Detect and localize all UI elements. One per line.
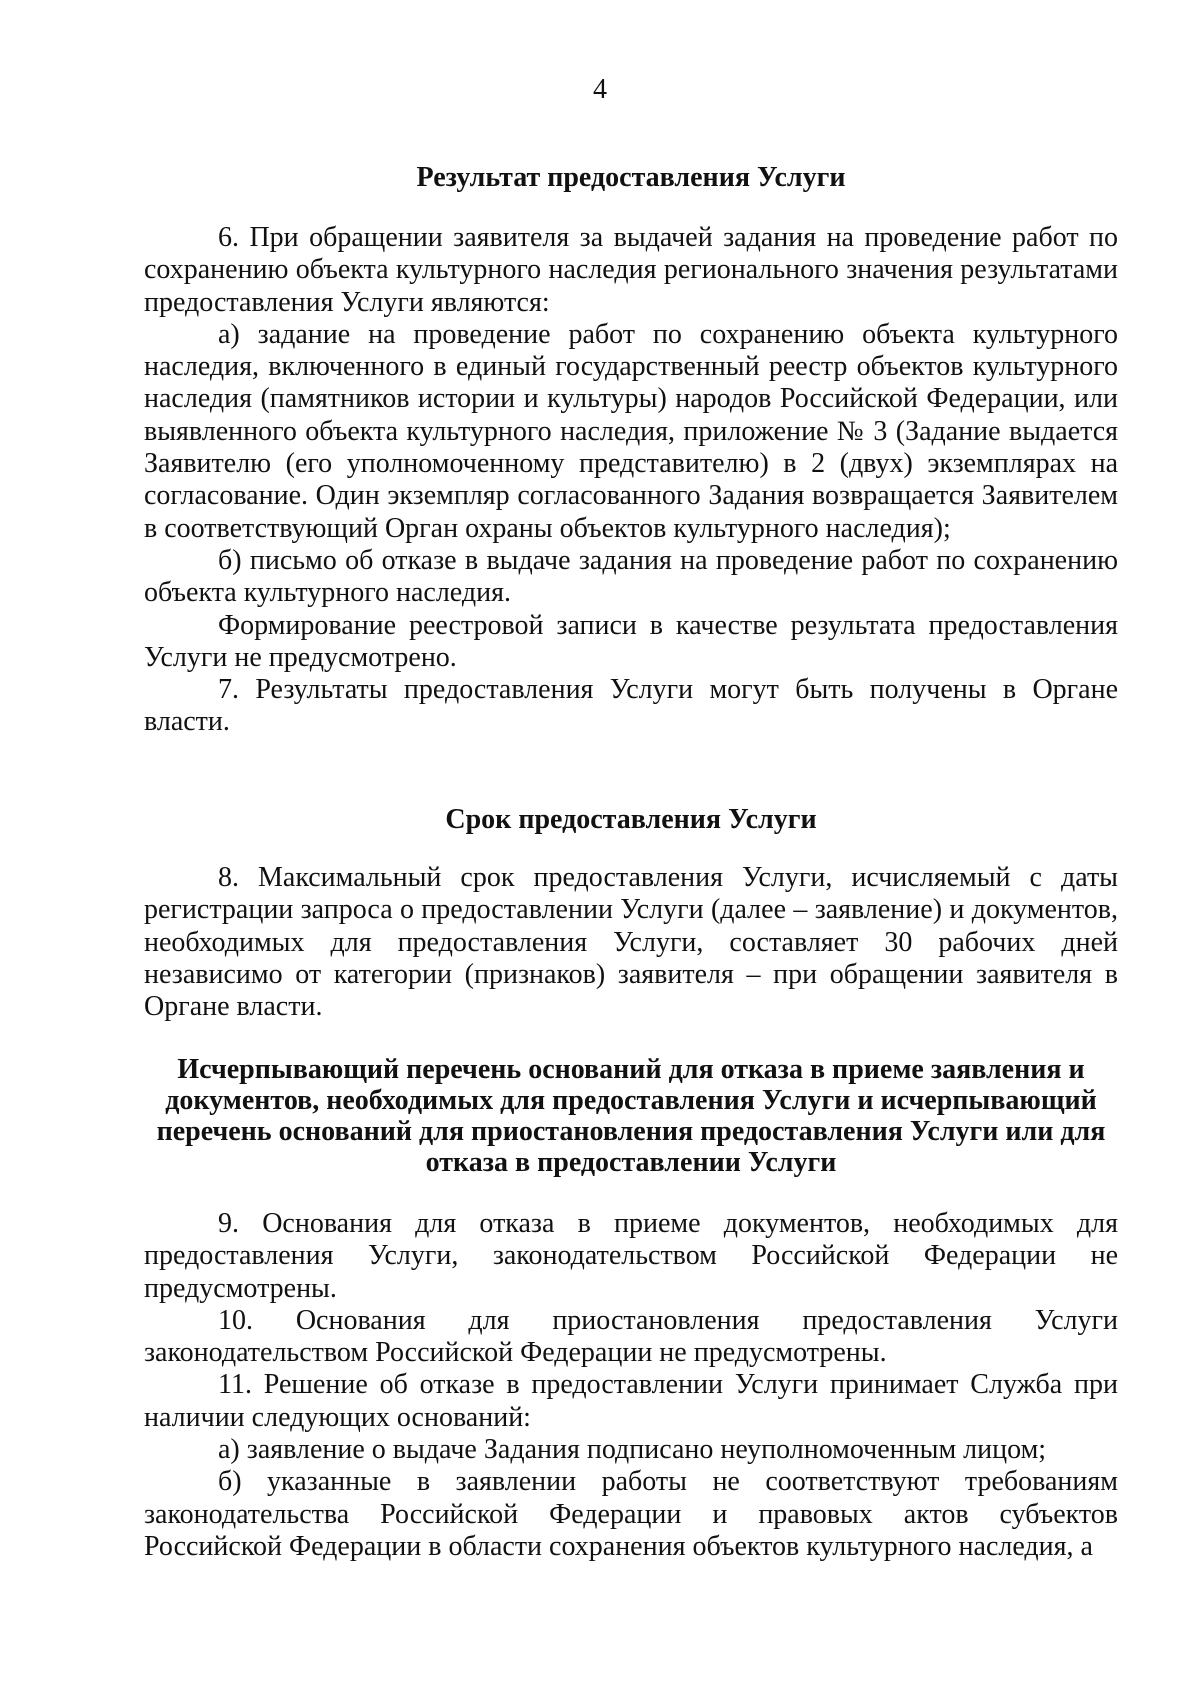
paragraph-10: 10. Основания для приостановления предоставления Услуги законодательством Российской Федерации не предусмотрены. (144, 1304, 1118, 1369)
paragraph-registry-note: Формирование реестровой записи в качестве результата предоставления Услуги не предусмотрено. (144, 609, 1118, 673)
section-body-refusal-grounds (144, 1208, 1118, 1563)
paragraph-6a: а) задание на проведение работ по сохранению объекта культурного наследия, включенного в единый государственный реестр объектов культурного наследия (памятников истории и культуры) народов Российской Федерации, или выявленного объекта культурного наследия, приложение № 3 (Задание выдается Заявителю (его уполномоченному представителю) в 2 (двух) экземплярах на согласование. Один экземпляр согласованного Задания возвращается Заявителем в соответствующий Орган охраны объектов культурного наследия); (144, 318, 1118, 544)
paragraph-11: 11. Решение об отказе в предоставлении Услуги принимает Служба при наличии следующих оснований: (144, 1369, 1118, 1433)
paragraph-11a: а) заявление о выдаче Задания подписано неуполномоченным лицом; (218, 1434, 1047, 1466)
paragraph-11b: б) указанные в заявлении работы не соответствуют требованиям законодательства Российской Федерации и правовых актов субъектов Российской Федерации в области сохранения объектов культурного наследия, а (144, 1466, 1118, 1562)
paragraph-6b: б) письмо об отказе в выдаче задания на проведение работ по сохранению объекта культурного наследия. (144, 544, 1118, 609)
section-heading-refusal-grounds: Исчерпывающий перечень оснований для отказа в приеме заявления и документов, необходимых для предоставления Услуги и исчерпывающий перечень оснований для приостановления предоставления Услуги или для отказа в предоставлении Услуги (156, 1054, 1106, 1178)
section-heading-result: Результат предоставления Услуги (416, 162, 846, 193)
paragraph-9: 9. Основания для отказа в приеме документов, необходимых для предоставления Услуги, законодательством Российской Федерации не предусмотрены. (144, 1208, 1118, 1304)
paragraph-8: 8. Максимальный срок предоставления Услуги, исчисляемый с даты регистрации запроса о предоставлении Услуги (далее – заявление) и документов, необходимых для предоставления Услуги, составляет 30 рабочих дней независимо от категории (признаков) заявителя – при обращении заявителя в Органе власти. (144, 862, 1118, 1023)
paragraph-6: 6. При обращении заявителя за выдачей задания на проведение работ по сохранению объекта культурного наследия регионального значения результатами предоставления Услуги являются: (144, 222, 1118, 318)
section-heading-term: Срок предоставления Услуги (445, 804, 817, 835)
paragraph-7: 7. Результаты предоставления Услуги могут быть получены в Органе власти. (144, 674, 1118, 738)
page-number: 4 (593, 74, 607, 105)
section-body-result (144, 222, 1118, 739)
section-body-term (144, 862, 1118, 1023)
